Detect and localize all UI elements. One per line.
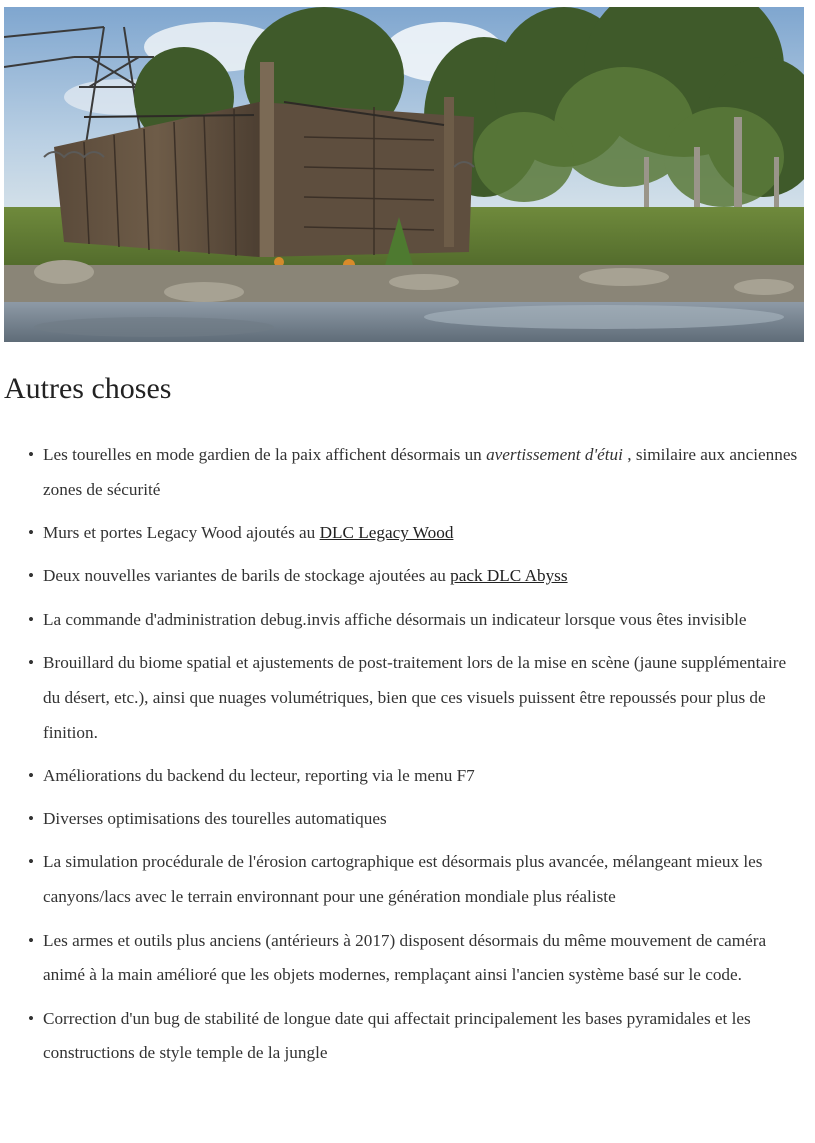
bullet: •	[28, 445, 35, 464]
bullet: •	[28, 566, 35, 586]
bullet: •	[28, 1008, 35, 1028]
list-item	[0, 845, 815, 915]
list-item	[0, 924, 815, 994]
list-item	[0, 438, 815, 508]
list-item	[0, 516, 815, 551]
item-text: Deux nouvelles variantes de barils de stockage ajoutées au	[43, 566, 451, 586]
item-text: Brouillard du biome spatial et ajustements de post-traitement lors de la mise en scène (jaune supplémentaire du désert, etc.), ainsi que nuages volumétriques, bien que ces visuels puissent être repoussés pour plus de finition.	[43, 652, 787, 742]
list-item	[0, 1002, 815, 1072]
section-title: Autres choses	[4, 372, 172, 405]
abyss-dlc-link[interactable]: pack DLC Abyss	[450, 566, 568, 586]
bullet: •	[28, 852, 35, 872]
list-item	[0, 559, 815, 594]
list-item	[0, 759, 815, 794]
bullet: •	[28, 652, 35, 672]
bullet: •	[28, 765, 35, 785]
item-text: Améliorations du backend du lecteur, reporting via le menu F7	[43, 765, 475, 785]
hero-image	[4, 7, 804, 342]
bullet: •	[28, 930, 35, 950]
item-emphasis: avertissement d'étui	[486, 445, 623, 464]
list-item	[0, 646, 815, 750]
item-text: Les armes et outils plus anciens (antérieurs à 2017) disposent désormais du même mouvement de caméra animé à la main amélioré que les objets modernes, remplaçant ainsi l'ancien système basé sur le code.	[43, 930, 767, 985]
item-text: La simulation procédurale de l'érosion cartographique est désormais plus avancée, mélangeant mieux les canyons/lacs avec le terrain environnant pour une génération mondiale plus réaliste	[43, 852, 763, 907]
list-item	[0, 802, 815, 837]
legacy-wood-dlc-link[interactable]: DLC Legacy Wood	[319, 523, 454, 543]
item-text: Murs et portes Legacy Wood ajoutés au	[43, 523, 320, 543]
item-text: , similaire aux anciennes zones de sécurité	[43, 445, 798, 499]
hero-scene	[4, 7, 804, 342]
item-text: Les tourelles en mode gardien de la paix affichent désormais un	[43, 445, 487, 464]
item-text: Diverses optimisations des tourelles automatiques	[43, 809, 387, 829]
list-item	[0, 603, 815, 638]
bullet: •	[28, 809, 35, 829]
item-text: Correction d'un bug de stabilité de longue date qui affectait principalement les bases pyramidales et les constructions de style temple de la jungle	[43, 1008, 751, 1063]
bullet: •	[28, 609, 35, 629]
bullet: •	[28, 523, 35, 543]
item-text: La commande d'administration debug.invis affiche désormais un indicateur lorsque vous êtes invisible	[43, 609, 747, 629]
changelog-list	[0, 438, 815, 1071]
